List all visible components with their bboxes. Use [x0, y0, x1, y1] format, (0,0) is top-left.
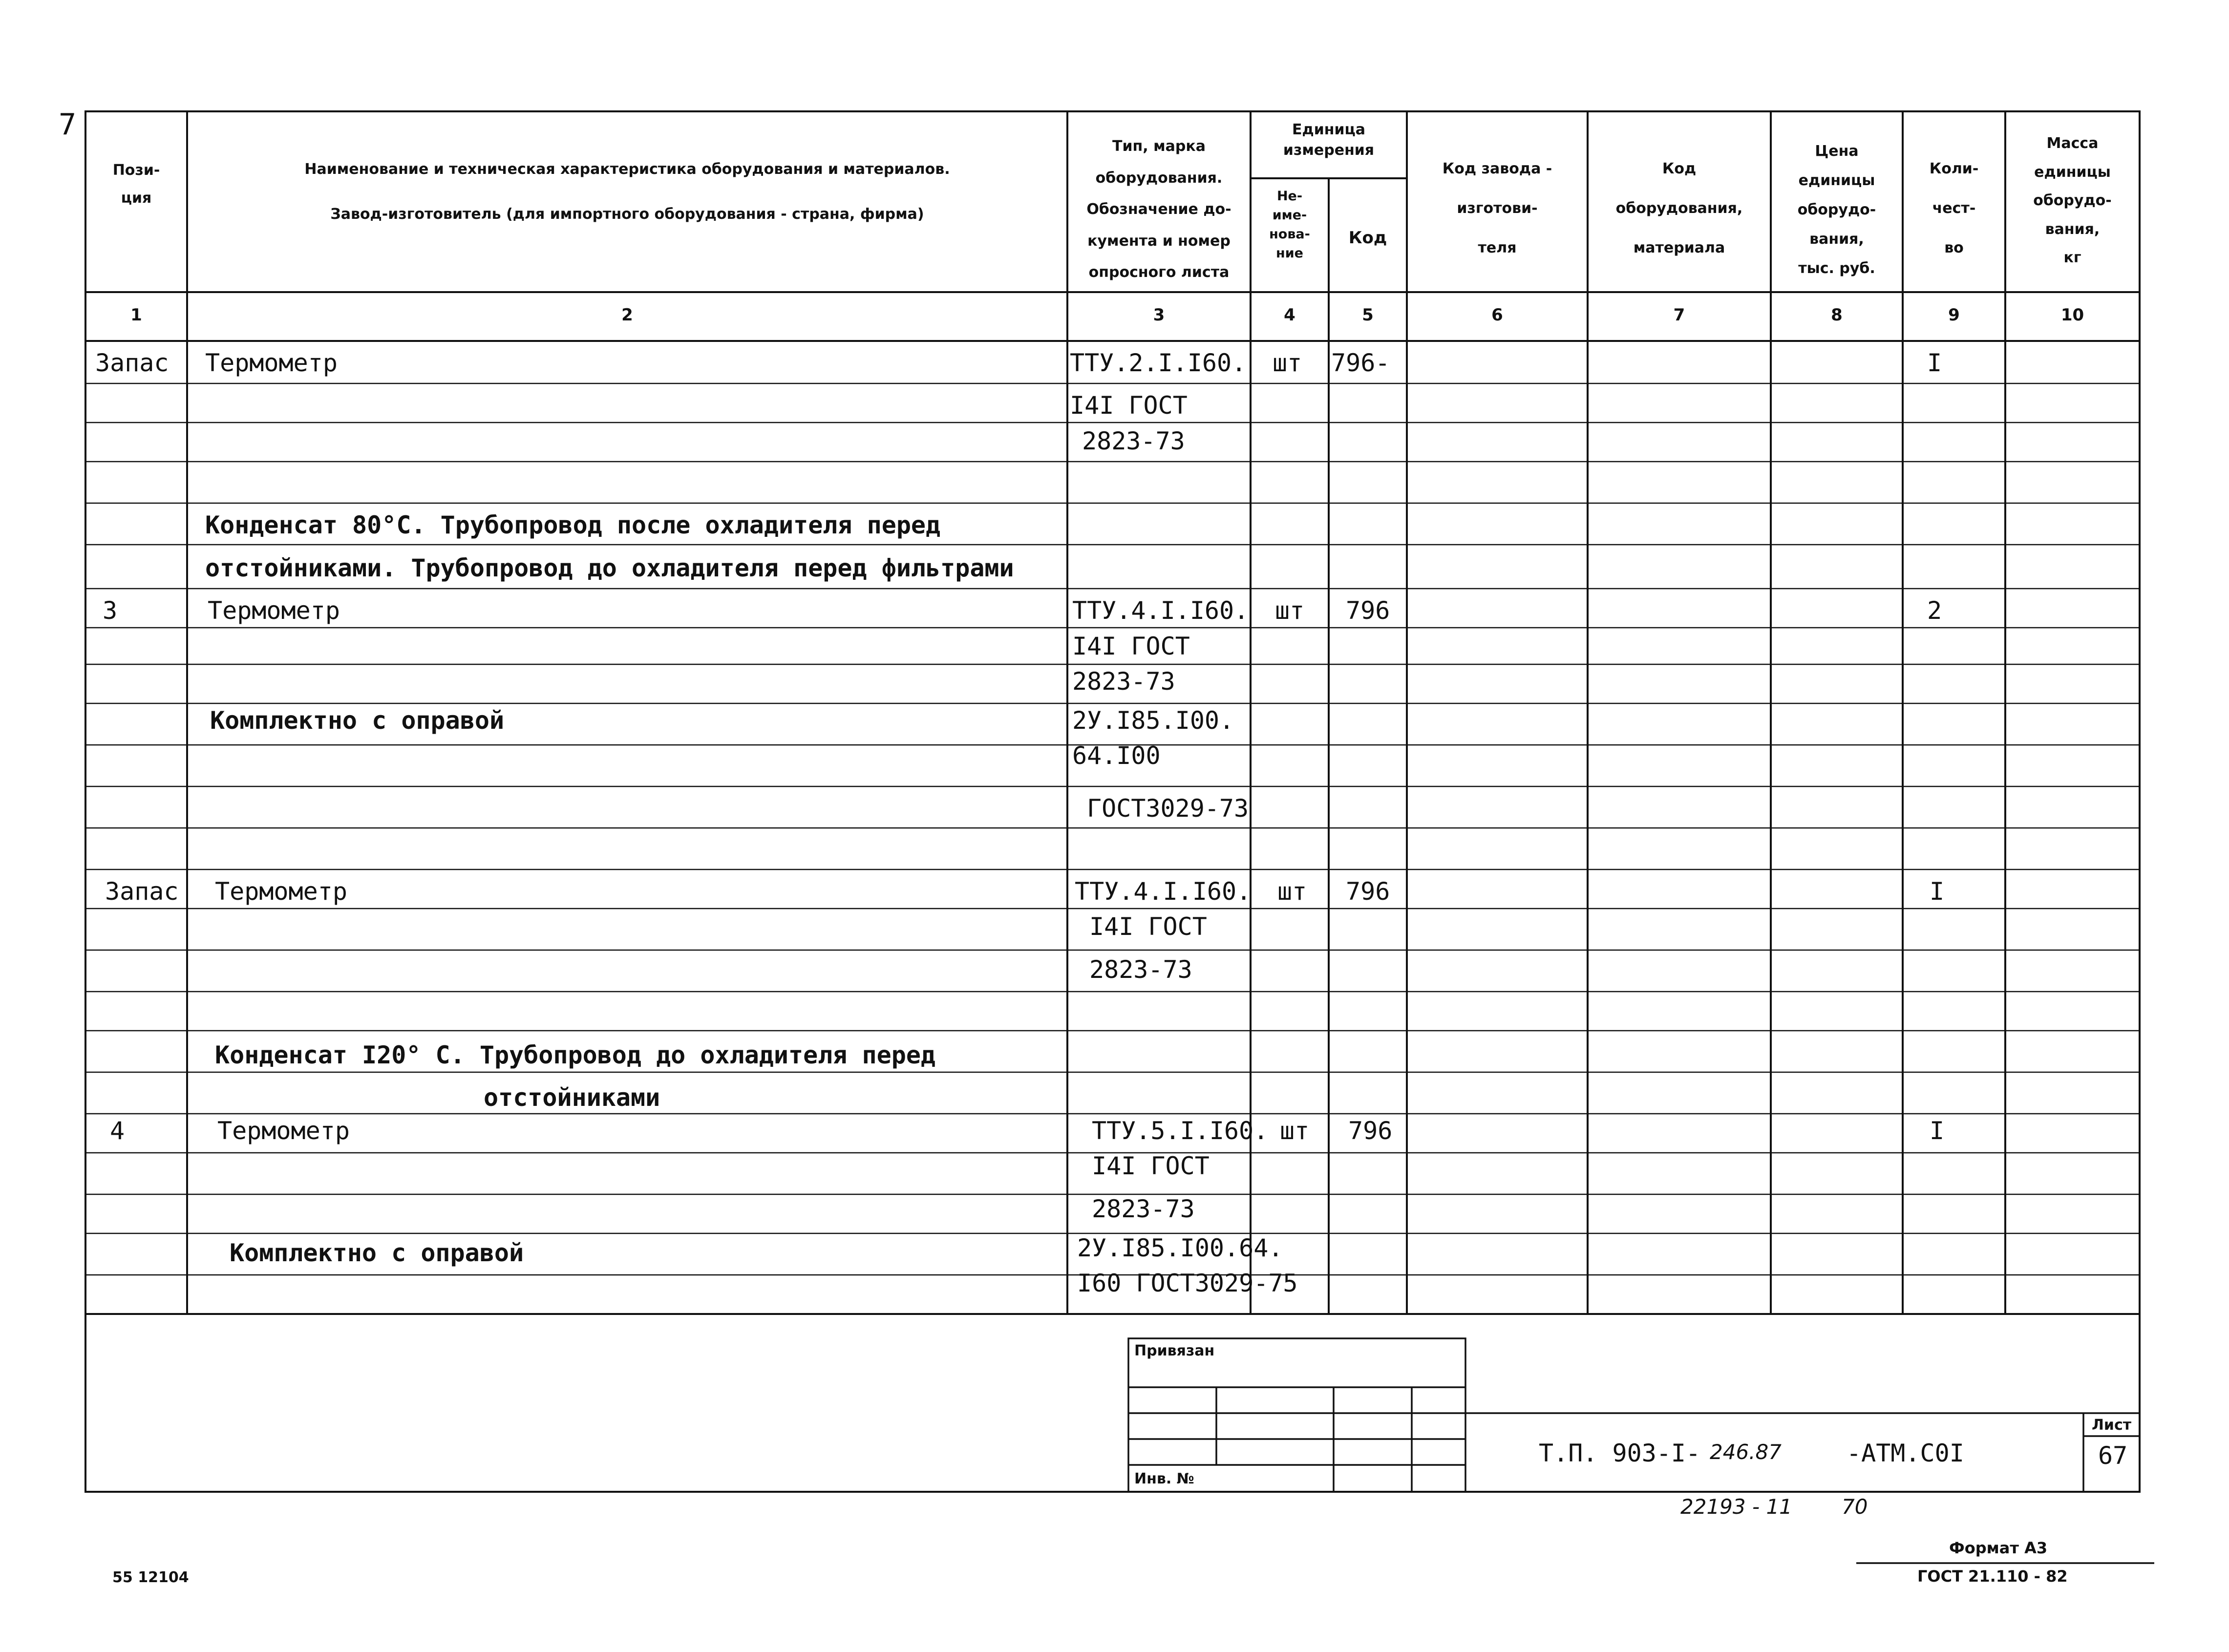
row11-type: ГОСТ3029-73 — [1087, 794, 1249, 823]
row1-unit: шт — [1273, 349, 1302, 377]
row6-position: 3 — [103, 596, 118, 625]
doc-code-handwritten: 246.87 — [1710, 1440, 1782, 1464]
row12-position: Запас — [105, 877, 179, 906]
print-code: 55 12104 — [112, 1569, 189, 1586]
row1-code: 796- — [1331, 349, 1390, 377]
col-number-5: 5 — [1362, 305, 1374, 325]
row6-code: 796 — [1346, 596, 1390, 625]
row20-name: Комплектно с оправой — [230, 1239, 524, 1267]
section1-line1: Конденсат 80°С. Трубопровод после охладителя перед — [205, 511, 941, 539]
stamp-privyazan: Привязан — [1134, 1342, 1215, 1359]
gost-label: ГОСТ 21.110 - 82 — [1917, 1567, 2068, 1586]
row2-type: I4I ГОСТ — [1070, 391, 1188, 420]
format-label: Формат А3 — [1949, 1539, 2048, 1557]
row9-type: 2У.I85.I00. — [1072, 706, 1234, 735]
row1-position: Запас — [95, 349, 169, 377]
row9-name: Комплектно с оправой — [210, 706, 505, 735]
row21-type: I60 ГОСТ3029-75 — [1077, 1269, 1298, 1297]
row17-code: 796 — [1348, 1117, 1393, 1145]
header-unit-group: Единица измерения — [1283, 121, 1375, 159]
row6-unit: шт — [1275, 596, 1305, 625]
col-number-10: 10 — [2060, 305, 2084, 325]
handwritten-number-1: 22193 - 11 — [1680, 1495, 1792, 1519]
row1-type: ТТУ.2.I.I60. — [1070, 349, 1247, 377]
sheet-number: 67 — [2098, 1441, 2128, 1470]
row12-type: ТТУ.4.I.I60. — [1075, 877, 1252, 906]
row19-type: 2823-73 — [1092, 1195, 1195, 1223]
row13-type: I4I ГОСТ — [1089, 912, 1207, 941]
section2-line1: Конденсат I20° С. Трубопровод до охладителя перед — [215, 1041, 936, 1069]
header-type: Тип, марка оборудования. Обозначение до- кумента и номер опросного листа — [1086, 138, 1231, 281]
col-number-7: 7 — [1673, 305, 1685, 325]
header-position: Пози- ция — [112, 162, 160, 207]
stamp-inv-number: Инв. № — [1134, 1470, 1194, 1487]
row6-qty: 2 — [1927, 596, 1942, 625]
row18-type: I4I ГОСТ — [1092, 1152, 1210, 1180]
row12-qty: I — [1930, 877, 1945, 906]
header-manufacturer-code: Код завода - изготови- теля — [1442, 160, 1552, 256]
header-mass: Масса единицы оборудо- вания, кг — [2033, 135, 2112, 266]
row17-name: Термометр — [217, 1117, 350, 1145]
header-unit-name: Не- име- нова- ние — [1269, 189, 1310, 261]
handwritten-number-2: 70 — [1842, 1495, 1868, 1519]
row17-position: 4 — [110, 1117, 125, 1145]
row3-type: 2823-73 — [1082, 427, 1185, 455]
page-marker: 7 — [59, 107, 77, 142]
col-number-8: 8 — [1831, 305, 1843, 325]
header-price: Цена единицы оборудо- вания, тыс. руб. — [1797, 143, 1876, 277]
row1-name: Термометр — [205, 349, 338, 377]
header-name-line2: Завод-изготовитель (для импортного оборудования - страна, фирма) — [330, 206, 924, 223]
section1-line2: отстойниками. Трубопровод до охладителя перед фильтрами — [205, 554, 1014, 582]
header-equipment-code: Код оборудования, материала — [1615, 160, 1743, 256]
row6-type: ТТУ.4.I.I60. — [1072, 596, 1249, 625]
row6-name: Термометр — [208, 596, 340, 625]
sheet-label: Лист — [2092, 1417, 2132, 1434]
row14-type: 2823-73 — [1089, 955, 1192, 984]
row12-name: Термометр — [215, 877, 347, 906]
row8-type: 2823-73 — [1072, 667, 1175, 696]
doc-code-prefix: Т.П. 903-I- — [1539, 1439, 1701, 1467]
section2-line2: отстойниками — [484, 1083, 660, 1112]
header-quantity: Коли- чест- во — [1929, 160, 1979, 256]
row1-qty: I — [1927, 349, 1942, 377]
row20-type: 2У.I85.I00.64. — [1077, 1234, 1283, 1262]
col-number-1: 1 — [130, 305, 142, 325]
col-number-9: 9 — [1948, 305, 1960, 325]
row17-type: ТТУ.5.I.I60. — [1092, 1117, 1269, 1145]
col-number-2: 2 — [621, 305, 633, 325]
col-number-6: 6 — [1491, 305, 1503, 325]
header-name-line1: Наименование и техническая характеристика оборудования и материалов. — [304, 161, 950, 178]
header-unit-code: Код — [1348, 228, 1387, 248]
col-number-4: 4 — [1284, 305, 1295, 325]
doc-code-suffix: -АТМ.С0I — [1847, 1439, 1964, 1467]
row12-unit: шт — [1277, 877, 1307, 906]
row17-unit: шт — [1280, 1117, 1310, 1145]
row12-code: 796 — [1346, 877, 1390, 906]
col-number-3: 3 — [1153, 305, 1165, 325]
row7-type: I4I ГОСТ — [1072, 632, 1190, 660]
row17-qty: I — [1930, 1117, 1945, 1145]
row10-type: 64.I00 — [1072, 741, 1161, 770]
